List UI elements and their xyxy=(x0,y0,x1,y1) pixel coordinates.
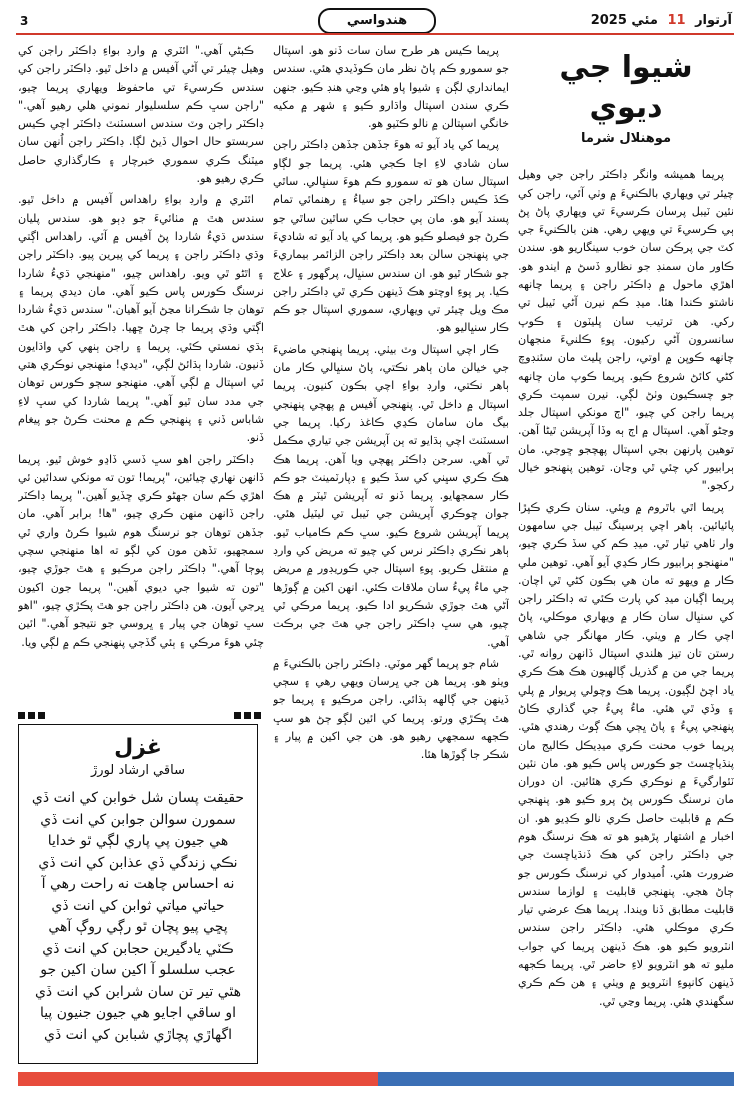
article-column-middle xyxy=(273,42,509,1062)
ghazal-line: عجب سلسلو آ اکين سان اکين جو xyxy=(40,962,236,978)
article-author: موهنلال شرما xyxy=(581,131,671,146)
header-rule xyxy=(16,33,734,35)
date-day: آرتوار xyxy=(695,13,732,28)
ghazal-line: نڪي زندگي ڏي عذابن کي انت ڏي xyxy=(38,854,238,871)
date-number: 11 xyxy=(667,13,686,28)
article-column-left xyxy=(18,42,264,722)
ghazal-line: پڇي پيو پچان ٿو رڳي روڳ آهي xyxy=(48,919,228,935)
divider-square xyxy=(18,712,25,719)
divider-square xyxy=(234,712,241,719)
article-paragraph: پريما کي ياد آيو ته هوءَ جڏهن جڏهن ڊاڪٽر راجن سان شادي لاءِ اڃا ڪجي هئي. پريما جو لڳاو اسپتال سان هو ته سمورو ڪم هوءَ سنڀالي. ساٿي ڪڏ ڪيس ڊاڪٽر راجن جو سياءُ ۽ رهنمائي تمام پسند آيو هو. مان ٻي حجاب ڪي ساٿين ساٿي جو ڪرڻ جو فيصلو ڪيو هو. پريما کي ياد آيو ته شاديءَ جي پنهنجن سالن بعد ڊاڪٽر راجن الزائمر بيماريءَ جو شڪار ٿيو هو. ان سندس سنڀال، پرگھور ۽ علاج ڪيا. پر پوءِ اوچتو هڪ ڏينهن ڪري ٿي ڊاڪٽر راجن مڪ ويل چيئر تي ويهاري، سموري اسپتال جو ڪم ڪار سنڀاليو هو. xyxy=(273,138,509,335)
page-number: 3 xyxy=(20,14,29,28)
ghazal-line: هي جيون پي پاري لڳي ٿو خدايا xyxy=(47,833,229,849)
ghazal-line: حياتي مياتي ثوابن کي انت ڏي xyxy=(51,897,225,914)
newspaper-masthead: هندواسي xyxy=(318,8,436,34)
ghazal-line: ڪٽي يادگيرين حجابن کي انت ڏي xyxy=(42,940,234,957)
divider-square xyxy=(38,712,45,719)
article-paragraph: پريما هميشه وانگر ڊاڪٽر راجن جي وهيل چيئر تي ويهاري بالڪنيءَ ۾ وٺي آئي، راجن کي نئين ٽيبل پرسان ڪرسيءَ تي ويهاري پاڻ پڻ ٻي ڪرسيءَ تي ويهي رهي. هنن بالڪنيءَ جي کٽ جي پرڪن سان خوب سينگاريو هو. سندن ڪاور مان سمنڊ جو نظارو ڏسڻ ۾ ايندو هو. اهڙي ماحول ۾ ڊاڪٽر راجن ۽ پريما چانهه ناشتو ڪندا هئا. ميڊ ڪم نيرن آڻي ٽيبل تي رکي. هن ترتيب سان پليٽون ۽ ڪوپ سانسرون آڻي رکيون. پوءِ ڪلنيءَ منجهان چانهه ڪوپن ۾ اوتي، راجن پليٽ مان سئنڊوچ کڻي کائڻ شروع ڪيو. پريما ڪوپ مان چانهه جو چسڪيون وٺڻ لڳي. نيرن سمپت ڪري پريما راجن کي چيو، "اڄ مونکي اسپتال جلد وڃڻو آهي. اسپتال ۾ اڄ ٻه وڏا آپريشن ٿيڻا آهن. توهين پارنهن بجي اسپتال پهچجو ڇوجي. مان ٻرابيور کي چئي ٿي وڃان. توهين پنهنجو خيال رکجو." xyxy=(518,168,734,493)
ghazal-line: نه احساس چاهت نه راحت رهي آ xyxy=(41,876,235,892)
ghazal-line: حقيقت پسان شل خوابن کي انت ڏي xyxy=(31,790,245,806)
divider-square xyxy=(254,712,261,719)
ghazal-line: اگهاڙي پچاڙي شبابن کي انت ڏي xyxy=(44,1026,232,1043)
ghazal-title: غزل xyxy=(114,735,162,760)
article-title: شيوا جي ديوي xyxy=(559,50,693,125)
divider-square xyxy=(244,712,251,719)
article-paragraph: ڪبڻي آهي." ائٽري ۾ وارڊ بواءِ ڊاڪٽر راجن کي وهيل چيئر تي آڻي آفيس ۾ داخل ٿيو. ڊاڪٽر راجن کي سندس ڪرسيءَ تي ماحفوظ ويهاري پريما چيو، "راجن سڀ ڪم سلسليوار نموني هلي رهيو آهي." ڊاڪٽر راجن وٽ سندس اسسٽنٽ ڊاڪٽر اچي ڪيس سربستو حال احوال ڏيڻ لڳا. ڊاڪٽر راجن اُنهن سان ميٽنگ ڪري سموري خبرچار ۽ ڪارگذاري حاصل ڪري رهيو هو. xyxy=(18,44,264,186)
date-month: مئي xyxy=(631,13,658,28)
ghazal-line: سمورن سوالن جوابن کي انت ڏي xyxy=(40,811,236,828)
issue-date xyxy=(577,13,732,28)
footer-color-bar xyxy=(0,1070,750,1090)
footer-bar-blue xyxy=(378,1072,734,1086)
article-paragraph: ائٽري ۾ وارڊ بواءِ راهداس آفيس ۾ داخل ٿيو. سندس هٿ ۾ مٺائيءَ جو ڊٻو هو. سندس پليان سندس ڌيءُ شاردا پڻ آفيس ۾ آئي. راهداس اڳتي وڌي ڊاڪٽر راجن ۽ پريما کي پيرين پيو. ڊاڪٽر راجن ۽ اٿڻو ٿي ويو. راهداس چيو، "منهنجي ڌيءُ شاردا نرسنگ ڪورس پاس ڪيو آهي. مان ديدي پريما ۽ توهان جا شڪرانا مڃڻ آيو آهيان." سندس ڌيءُ شاردا اڳتي وڌي پريما جا چرڻ ڇهيا. ڊاڪٽر راجن کي هٿ ٻڌي نمستي ڪئي. پريما ۽ راجن ٻنهي کي واڌايون ڏنيون. شاردا ٻڌائڻ لڳي، "ديدي! منهنجي نوڪري هتي ئي اسپتال ۾ لڳي آهي. منهنجو سڄو ڪورس توهان جي مدد سان ٿيو آهي." پريما شاردا کي سڀ لاءِ شاباس ڏني ۽ پنهنجي ڪم ۾ محنت ڪرڻ جو پيغام ڏنو. xyxy=(18,193,264,445)
page-header xyxy=(0,0,750,38)
article-column-right xyxy=(518,42,734,1062)
section-divider xyxy=(18,712,264,722)
ghazal-line: هٿي تير تن سان شرابن کي انت ڏي xyxy=(34,983,242,1000)
ghazal-line: او ساقي اجايو هي جيون جنيون پيا xyxy=(39,1005,237,1021)
article-paragraph: ڊاڪٽر راجن اهو سڀ ڏسي ڏاڍو خوش ٿيو. پريما ڏانهن نهاري چيائين، "پريما! تون ته مونکي سدائين ئي اهڙي ڪم سان جهڻو ڪري ڇڏيو آهين." پريما ڊاڪٽر راجن ڏانهن منهن ڪري چيو، "ها! برابر آهي. مان جڏهن توهان جو نرسنگ هوم شيوا ڪرڻ واري ٿي سمجهيو، تڏهن مون کي لڳو ته اها منهنجي سچي پوڄا آهي." ڊاڪٽر راجن مرڪيو ۽ هٿ جوڙي چيو، "تون ته شيوا جي ديوي آهين." پريما جون اکيون ڀرجي آيون. هن ڊاڪٽر راجن جو هٿ پڪڙي چيو، "اهو سڀ توهان جي پيار ۽ ڀروسي جو نتيجو آهي." ائين چئي هوءَ مرڪي ۽ ٻئي گڏجي پنهنجي ڪم ۾ لڳي ويا. xyxy=(18,452,264,649)
article-paragraph: شام جو پريما گهر موٽي. ڊاڪٽر راجن بالڪنيءَ ۾ ويٺو هو. پريما هن جي ڀرسان ويهي رهي ۽ سڄي ڏينهن جي ڳالهه ٻڌائي. راجن مرڪيو ۽ پريما جو هٿ پڪڙي ورتو. پريما کي ائين لڳو ڄڻ هو سڀ ڪجهه سمجهي رهيو هو. هن جي اکين ۾ پيار ۽ شڪر جا ڳوڙها هئا. xyxy=(273,656,509,762)
article-paragraph: پريما اٿي باٿروم ۾ ويئي. سنان ڪري ڪپڙا پائيائين. ٻاهر اچي ٻرسينگ ٽيبل جي سامهون وار ٺاهي تيار ٿي. ميڊ ڪم کي سڏ ڪري چيو، "منهنجو ٻرابيور ڪار ڪڍي آيو آهي. توهين ملي ڪار ۾ ويهو ته مان هي بڪون کڻي ٿي اچان. پريما اڳيان ميڊ کي پارت ڪئي ته ڊاڪٽر راجن کي سنڀال سان ڪار ۾ ويهاري موڪلي، پاڻ اچي ڪار ۾ ويٺي. ڪار مهانگر جي شاهي رستن تان تيز هلندي اسپتال ڏانهن روانه ٿي. پريما جي من ۾ گذريل ڳالهيون هڪ هڪ ڪري ياد اچڻ لڳيون. پريما هڪ وچولي پريوار ۾ پلي ۽ وڏي ٿي هئي. ماءُ پيءُ جي گذاري ڪاڻ پنهنجي پيءُ ۽ پاڻ ڀڄي هڪ ڳوٺ رهندي هئي. پريما خوب محنت ڪري ميڊيڪل ڪاليج مان پنڌياڇسٽ جو ڪورس پاس ڪيو هو. مان نئين ٽئوارگيءَ ۾ نوڪري ڪري هئائين. ان دوران مان نرسنگ ڪورس پڻ پرو ڪيو هو. پنهنجي ڪم ۾ قابليت حاصل ڪري نالو ڪڍيو هو. ان اخبار ۾ اشتهار پڙهيو هو ته هڪ نرسنگ هوم جي ڊاڪٽر راجن کي هڪ ڏنڌياڇسٽ جي ضرورت هئي. اُميدوار کي نرسنگ ڪورس جو ڄاڻ هجي. پنهنجي قابليت ۽ لوازما سندس قابليت مطابق ڏنا ويندا. پريما هڪ عرضي تيار ڪري موڪلي هئي. ڊاڪٽر راجن سندس انٽرويو ڪيو هو. هڪ ڏينهن پريما کي جواب مليو ته هو انٽرويو لاءِ حاضر ٿي. پريما ڪجهه ڏينهن کانپوءِ انٽرويو ۾ ويٺي ۽ هن ڪم ڪري سگهندي هئي. پريما وڃي ٿي. xyxy=(518,500,734,1008)
ghazal-author: ساقي ارشاد لورڙ xyxy=(91,763,185,778)
date-year: 2025 xyxy=(590,13,627,28)
article-paragraph: پريما ڪيس هر طرح سان سات ڏنو هو. اسپتال جو سمورو ڪم پاڻ نظر مان ڪوڏيدي هئي. سندس ايمانداري لڳن ۽ شيوا پاو هئي وڃي هنڊ ڪيو. جنهن ڪري سندن اسپتال واڌارو ڪيو ۽ شهر ۾ مکيه خانگي اسپتالن ۾ نالو ڪٽيو هو. xyxy=(273,44,509,131)
divider-square xyxy=(28,712,35,719)
article-paragraph: ڪار اچي اسپتال وٽ بيٺي. پريما پنهنجي ماضيءَ جي خيالن مان ٻاهر نڪتي، پاڻ سنڀالي ڪار مان ٻاهر نڪتي، وارڊ بواءِ اچي بڪون کنيون. پريما اسپتال ۾ داخل ٿي. پنهنجي آفيس ۾ پهچي پنهنجي بيگ مان سامان ڪڍي ڪاغذ رکيا. پريما جي اسسٽنٽ اچي ٻڌايو ته ٻن آپريشن جي تياري مڪمل ٿي آهي. سرجن ڊاڪٽر پهچي ويا آهن. پريما هڪ هڪ ڪري سڀني کي سڏ ڪيو ۽ ڊپارٽمينٽ جو ڪم ڪار سمجهايو. پريما ڏنو ته آپريشن ٿيٽر ۾ هڪ جوان ڇوڪري آپريشن جي ٽيبل تي ليٽيل هئي. پريما آپريشن شروع ڪيو. سڀ ڪم ڪامياب ٿيو. ٻاهر نڪري ڊاڪٽر نرس کي چيو ته مريض کي وارڊ ۾ منتقل ڪريو. پوءِ اسپتال جي ڪوريڊور ۾ مريض جي ماءُ پيءُ سان ملاقات ڪئي. انهن اکين ۾ ڳوڙها آڻي هٿ جوڙي شڪريو ادا ڪيو. پريما مرڪي ٿي چيو، هي سڀ ڊاڪٽر راجن جي هٿ جي برڪت آهي. xyxy=(273,342,509,649)
ghazal-box xyxy=(18,724,258,1064)
footer-bar-red xyxy=(18,1072,378,1086)
